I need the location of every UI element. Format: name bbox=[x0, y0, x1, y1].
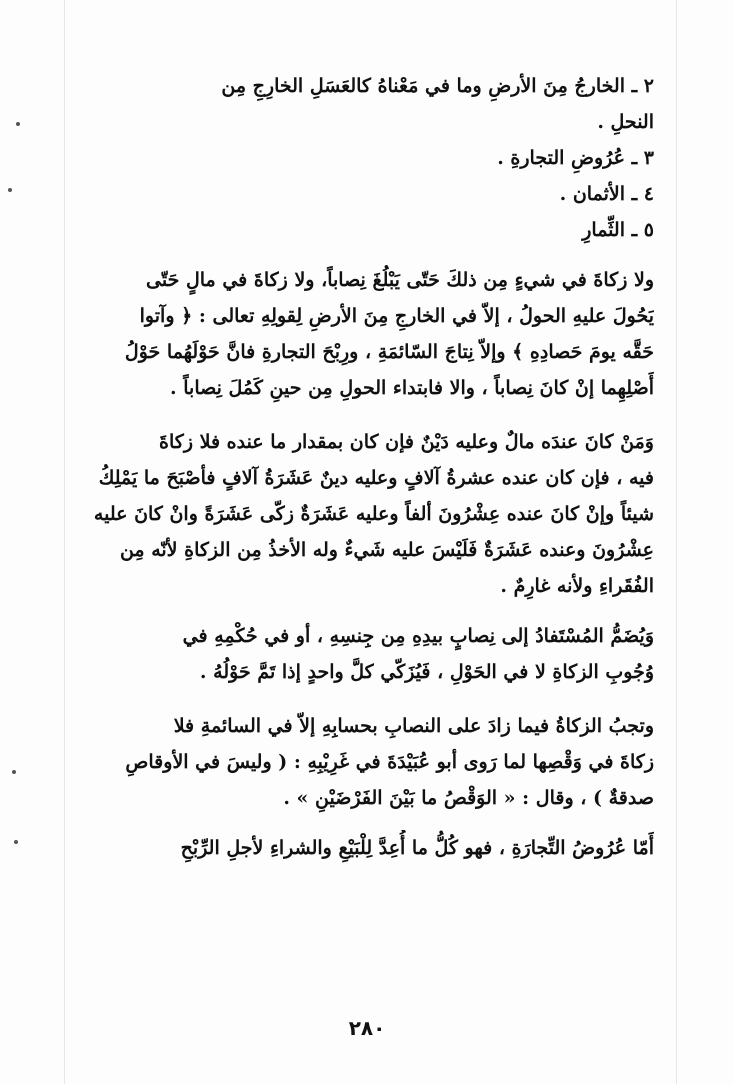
margin-line-left bbox=[64, 0, 65, 1084]
text-line: يَحُولَ عليهِ الحولُ ، إلاّ في الخارجِ مِنَ الأرضِ لِقولِهِ تعالى : ﴿ وآتوا bbox=[139, 305, 654, 327]
body-text bbox=[80, 68, 654, 866]
text-line: ٢ ـ الخارجُ مِنَ الأرضِ وما في مَعْناهُ كالعَسَلِ الخارِجِ مِن bbox=[221, 75, 654, 97]
text-line: أَمّا عُرُوضُ التِّجارَةِ ، فهو كُلُّ ما أُعِدَّ لِلْبَيْعِ والشراءِ لأجلِ الرِّبْحِ bbox=[180, 837, 654, 859]
text-line: فيه ، فإن كان عنده عشرةُ آلافٍ وعليه دينٌ عَشَرَةُ آلافٍ فأصْبَحَ ما يَمْلِكُ bbox=[98, 467, 654, 489]
text-line: وُجُوبِ الزكاةِ لا في الحَوْلِ ، فَيُزَكّي كلَّ واحدٍ إذا تَمَّ حَوْلُهُ . bbox=[199, 661, 654, 683]
text-line: حَقَّه يومَ حَصادِهِ ﴾ وإلاّ نِتاجَ السّائمَةِ ، ورِبْحَ التجارةِ فانَّ حَوْلَهُما حَوْلُ bbox=[124, 341, 654, 363]
margin-line-right bbox=[676, 0, 677, 1084]
text-line: ٣ ـ عُرُوضِ التجارةِ . bbox=[497, 147, 654, 169]
text-line: الفُقَراءِ ولأنه غارِمٌ . bbox=[500, 575, 654, 597]
text-line: ٤ ـ الأثمان . bbox=[559, 183, 654, 205]
text-line: وَيُضَمُّ المُسْتَفادُ إلى نِصابٍ بيدِهِ مِن جِنسِهِ ، أو في حُكْمِهِ في bbox=[182, 625, 654, 647]
text-line: ولا زكاةَ في شيءٍ مِن ذلكَ حَتّى يَبْلُغَ نِصاباً، ولا زكاةَ في مالٍ حَتّى bbox=[146, 269, 654, 291]
text-line: زكاةَ في وَقْصِها لما رَوى أبو عُبَيْدَةَ في غَرِيْبِهِ : ( وليسَ في الأوقاصِ bbox=[125, 751, 654, 773]
text-line: وَمَنْ كانَ عندَه مالٌ وعليه دَيْنٌ فإن كان بمقدار ما عنده فلا زكاةَ bbox=[159, 431, 654, 453]
scan-speck bbox=[16, 122, 20, 126]
text-line: أَصْلِهِما إنْ كانَ نِصاباً ، والا فابتداء الحولِ مِن حينِ كَمُلَ نِصاباً . bbox=[170, 377, 654, 399]
text-line: شيئاً وإنْ كانَ عنده عِشْرُونَ ألفاً وعليه عَشَرَةٌ زكّى عَشَرَةً وانْ كانَ عليه bbox=[93, 503, 654, 525]
text-line: وتجبُ الزكاةُ فيما زادَ على النصابِ بحسابِهِ إلاّ في السائمةِ فلا bbox=[173, 715, 654, 737]
scan-speck bbox=[12, 770, 16, 774]
scan-speck bbox=[8, 188, 12, 192]
scan-speck bbox=[14, 840, 18, 844]
text-line: النحلِ . bbox=[597, 111, 654, 133]
text-line: صدقةٌ ) ، وقال : « الوَقْصُ ما بَيْنَ الفَرْضَيْنِ » . bbox=[283, 787, 654, 809]
page-number: ٢٨٠ bbox=[348, 1016, 386, 1040]
text-line: عِشْرُونَ وعنده عَشَرَةٌ فَلَيْسَ عليه شَيءٌ وله الأخذُ مِن الزكاةِ لأنّه مِن bbox=[119, 539, 654, 561]
text-line: ٥ ـ الثِّمارِ bbox=[582, 219, 654, 241]
